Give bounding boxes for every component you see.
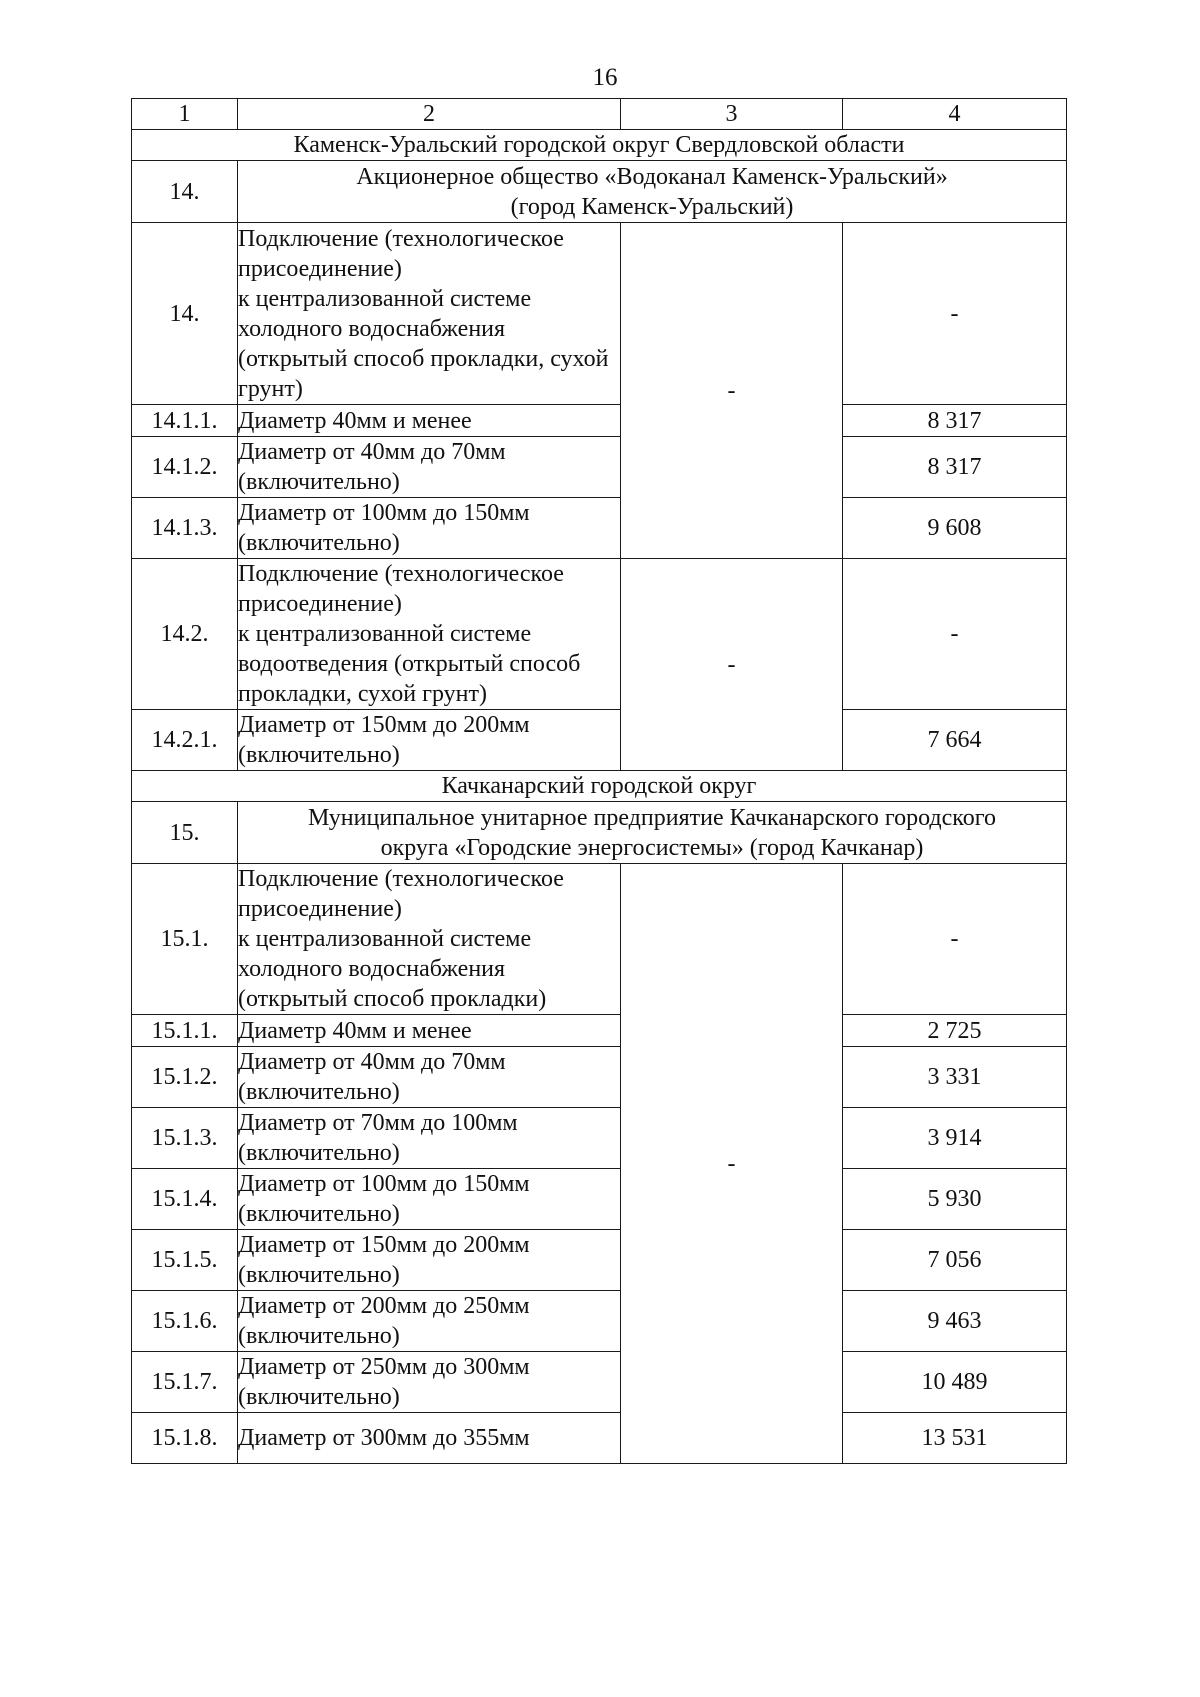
row-description: Диаметр от 70мм до 100мм (включительно)	[238, 1108, 621, 1169]
row-description: Диаметр от 300мм до 355мм	[238, 1413, 621, 1464]
row-value: 2 725	[843, 1015, 1067, 1047]
group-row	[132, 864, 1067, 1015]
table-row	[132, 1352, 1067, 1413]
row-number: 15.1.7.	[132, 1352, 238, 1413]
group-description	[238, 223, 621, 405]
header-cell: 4	[843, 99, 1067, 130]
row-value: 9 463	[843, 1291, 1067, 1352]
row-number: 15.1.4.	[132, 1169, 238, 1230]
tariff-table	[131, 98, 1067, 1464]
organization-name-line: (город Каменск-Уральский)	[510, 193, 794, 220]
column-3-value: -	[621, 223, 843, 559]
organization-number: 14.	[132, 161, 238, 223]
organization-name-line: Акционерное общество «Водоканал Каменск-Уральский»	[356, 163, 948, 190]
row-value: 10 489	[843, 1352, 1067, 1413]
table-row	[132, 1413, 1067, 1464]
row-value: 3 331	[843, 1047, 1067, 1108]
table-row	[132, 405, 1067, 437]
group-description	[238, 559, 621, 710]
table-row	[132, 498, 1067, 559]
organization-row	[132, 802, 1067, 864]
table-row	[132, 437, 1067, 498]
region-title: Качканарский городской округ	[132, 771, 1067, 802]
organization-name-line: Муниципальное унитарное предприятие Качканарского городского	[308, 804, 996, 831]
region-row	[132, 130, 1067, 161]
table-row	[132, 1169, 1067, 1230]
header-cell: 2	[238, 99, 621, 130]
row-value: 7 664	[843, 710, 1067, 771]
row-value: 7 056	[843, 1230, 1067, 1291]
group-value: -	[843, 559, 1067, 710]
organization-number: 15.	[132, 802, 238, 864]
group-row	[132, 223, 1067, 405]
row-description: Диаметр от 100мм до 150мм (включительно)	[238, 1169, 621, 1230]
row-number: 14.1.3.	[132, 498, 238, 559]
table-row	[132, 1230, 1067, 1291]
row-number: 15.1.3.	[132, 1108, 238, 1169]
row-description: Диаметр 40мм и менее	[238, 405, 621, 437]
table-row	[132, 1108, 1067, 1169]
row-number: 14.2.1.	[132, 710, 238, 771]
row-description: Диаметр от 40мм до 70мм (включительно)	[238, 1047, 621, 1108]
organization-name-line: округа «Городские энергосистемы» (город Качканар)	[380, 834, 924, 861]
group-description-text: Подключение (технологическое присоединение) к централизованной системе холодного водоснабжения (открытый способ прокладки, сухой грунт)	[238, 225, 609, 402]
row-description: Диаметр от 40мм до 70мм (включительно)	[238, 437, 621, 498]
row-value: 9 608	[843, 498, 1067, 559]
row-value: 8 317	[843, 437, 1067, 498]
row-description: Диаметр от 200мм до 250мм (включительно)	[238, 1291, 621, 1352]
region-title: Каменск-Уральский городской округ Свердловской области	[132, 130, 1067, 161]
table-row	[132, 1015, 1067, 1047]
row-number: 14.1.2.	[132, 437, 238, 498]
group-description-text: Подключение (технологическое присоединение) к централизованной системе холодного водоснабжения (открытый способ прокладки)	[238, 866, 564, 1012]
organization-row	[132, 161, 1067, 223]
header-cell: 3	[621, 99, 843, 130]
group-number: 15.1.	[132, 864, 238, 1015]
table-row	[132, 1291, 1067, 1352]
row-number: 15.1.6.	[132, 1291, 238, 1352]
group-number: 14.	[132, 223, 238, 405]
row-description: Диаметр от 100мм до 150мм (включительно)	[238, 498, 621, 559]
column-3-value: -	[621, 559, 843, 771]
row-number: 15.1.1.	[132, 1015, 238, 1047]
table-row	[132, 710, 1067, 771]
region-row	[132, 771, 1067, 802]
header-cell: 1	[132, 99, 238, 130]
row-value: 13 531	[843, 1413, 1067, 1464]
group-value: -	[843, 223, 1067, 405]
group-description-text: Подключение (технологическое присоединение) к централизованной системе водоотведения (открытый способ прокладки, сухой грунт)	[238, 561, 581, 707]
table-row	[132, 1047, 1067, 1108]
header-row	[132, 99, 1067, 130]
group-row	[132, 559, 1067, 710]
organization-name	[238, 161, 1067, 223]
row-number: 15.1.8.	[132, 1413, 238, 1464]
group-description	[238, 864, 621, 1015]
row-description: Диаметр от 150мм до 200мм (включительно)	[238, 1230, 621, 1291]
row-value: 5 930	[843, 1169, 1067, 1230]
group-value: -	[843, 864, 1067, 1015]
row-number: 15.1.5.	[132, 1230, 238, 1291]
row-description: Диаметр от 150мм до 200мм (включительно)	[238, 710, 621, 771]
row-description: Диаметр от 250мм до 300мм (включительно)	[238, 1352, 621, 1413]
page-number: 16	[592, 64, 618, 91]
column-3-value: -	[621, 864, 843, 1464]
organization-name	[238, 802, 1067, 864]
group-number: 14.2.	[132, 559, 238, 710]
row-value: 8 317	[843, 405, 1067, 437]
row-number: 14.1.1.	[132, 405, 238, 437]
row-description: Диаметр 40мм и менее	[238, 1015, 621, 1047]
row-number: 15.1.2.	[132, 1047, 238, 1108]
row-value: 3 914	[843, 1108, 1067, 1169]
